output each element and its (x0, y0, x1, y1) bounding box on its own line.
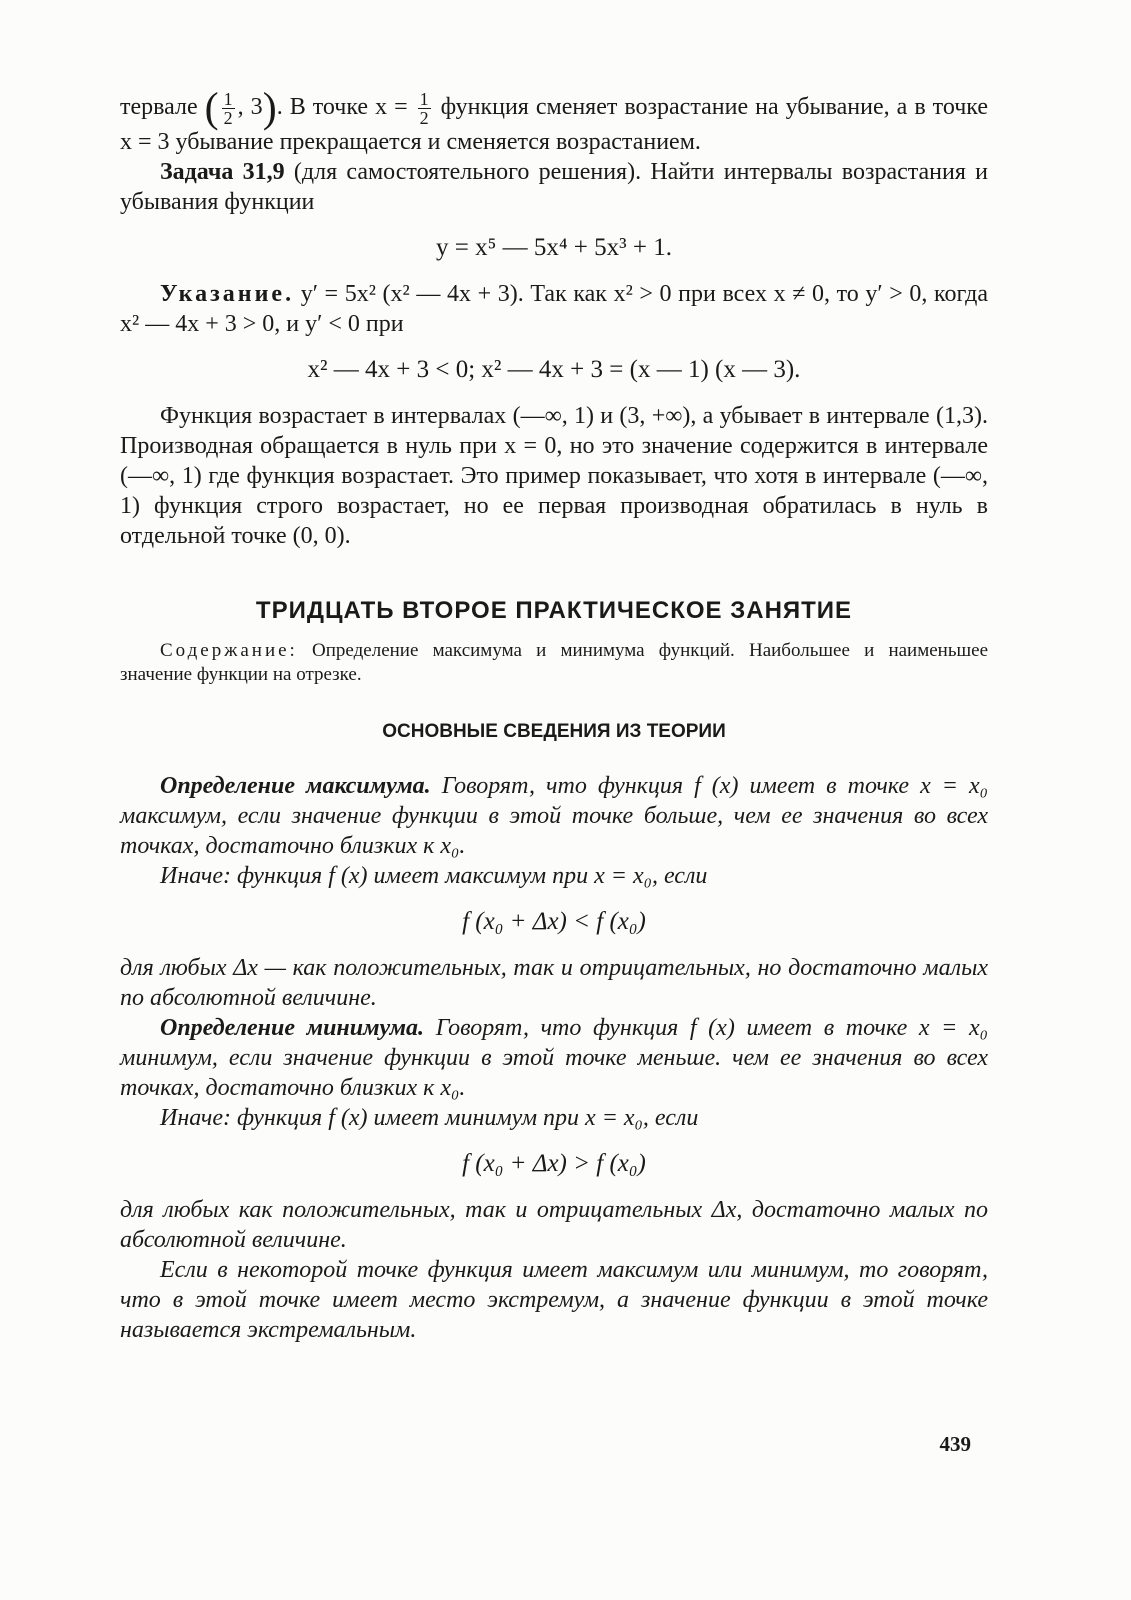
formula-min: f (x₀ + Δx) > f (x₀) (462, 1150, 646, 1177)
contents-label: Содержание: (160, 640, 298, 661)
def-min-paragraph (120, 1013, 988, 1103)
extremum-paragraph: Если в некоторой точке функция имеет максимум или минимум, то говорят, что в этой точке имеет место экстремум, а значение функции в этой точке называется экстремальным. (120, 1257, 988, 1343)
contents-paragraph (120, 639, 988, 687)
page-number: 439 (939, 1432, 971, 1456)
fraction-numerator: 1 (223, 89, 233, 109)
fraction-half-2 (418, 90, 431, 127)
hint-text: y′ = 5x² (x² — 4x + 3). Так как x² > 0 при всех x ≠ 0, то y′ > 0, когда x² — 4x + 3 > 0, и y′ < 0 при (120, 281, 989, 337)
formula-inequality: x² — 4x + 3 < 0; x² — 4x + 3 = (x — 1) (x — 3). (307, 356, 801, 383)
def-min-label: Определение минимума. (160, 1015, 425, 1041)
intro-mid: . В точке x = (276, 94, 408, 121)
formula-function: y = x⁵ — 5x⁴ + 5x³ + 1. (436, 234, 672, 261)
after-min-paragraph: для любых как положительных, так и отрицательных Δx, достаточно малых по абсолютной величине. (120, 1197, 988, 1253)
after-max-paragraph: для любых Δx — как положительных, так и отрицательных, но достаточно малых по абсолютной величине. (120, 955, 988, 1011)
section-title: ОСНОВНЫЕ СВЕДЕНИЯ ИЗ ТЕОРИИ (382, 721, 726, 742)
intro-rest: функция сменяет возрастание на убывание, а в точке x = 3 убывание прекращается и сменяется возрастанием. (120, 94, 989, 155)
fraction-denominator: 2 (223, 108, 233, 128)
fraction-numerator-2: 1 (419, 89, 429, 109)
formula-max: f (x₀ + Δx) < f (x₀) (462, 908, 646, 935)
hint-label: Указание. (160, 281, 295, 307)
intro-start: тервале (120, 94, 198, 121)
task-text: (для самостоятельного решения). Найти интервалы возрастания и убывания функции (120, 159, 989, 215)
solution-paragraph: Функция возрастает в интервалах (—∞, 1) и (3, +∞), а убывает в интервале (1,3). Производная обращается в нуль при x = 0, но это значение содержится в интервале (—∞, 1) где функция возрастает. Это пример показывает, что хотя в интервале (—∞, 1) функция строго возрастает, но ее первая производная обратилась в нуль в отдельной точке (0, 0). (120, 403, 988, 549)
page-body (120, 85, 989, 1345)
def-min-otherwise: Иначе: функция f (x) имеет минимум при x = x₀, если (160, 1105, 699, 1131)
lesson-title: ТРИДЦАТЬ ВТОРОЕ ПРАКТИЧЕСКОЕ ЗАНЯТИЕ (255, 597, 853, 624)
interval-end: , 3 (237, 94, 263, 121)
def-max-paragraph (120, 771, 988, 861)
hint-paragraph (120, 279, 988, 339)
fraction-half (222, 90, 235, 127)
fraction-denominator-2: 2 (419, 108, 429, 128)
contents-text: Определение максимума и минимума функций. Наибольшее и наименьшее значение функции на отрезке. (120, 640, 988, 685)
def-max-otherwise: Иначе: функция f (x) имеет максимум при x = x₀, если (160, 863, 708, 889)
open-paren: ( (204, 85, 219, 132)
def-max-text: Говорят, что функция f (x) имеет в точке x = x₀ максимум, если значение функции в этой точке больше, чем ее значения во всех точках, достаточно близких к x₀. (120, 773, 989, 859)
close-paren: ) (262, 85, 277, 132)
def-max-label: Определение максимума. (160, 773, 431, 799)
task-label: Задача 31,9 (160, 159, 285, 185)
def-min-text: Говорят, что функция f (x) имеет в точке x = x₀ минимум, если значение функции в этой точке меньше. чем ее значения во всех точках, достаточно близких к x₀. (120, 1015, 989, 1101)
intro-paragraph (120, 85, 989, 157)
task-paragraph (120, 157, 988, 217)
